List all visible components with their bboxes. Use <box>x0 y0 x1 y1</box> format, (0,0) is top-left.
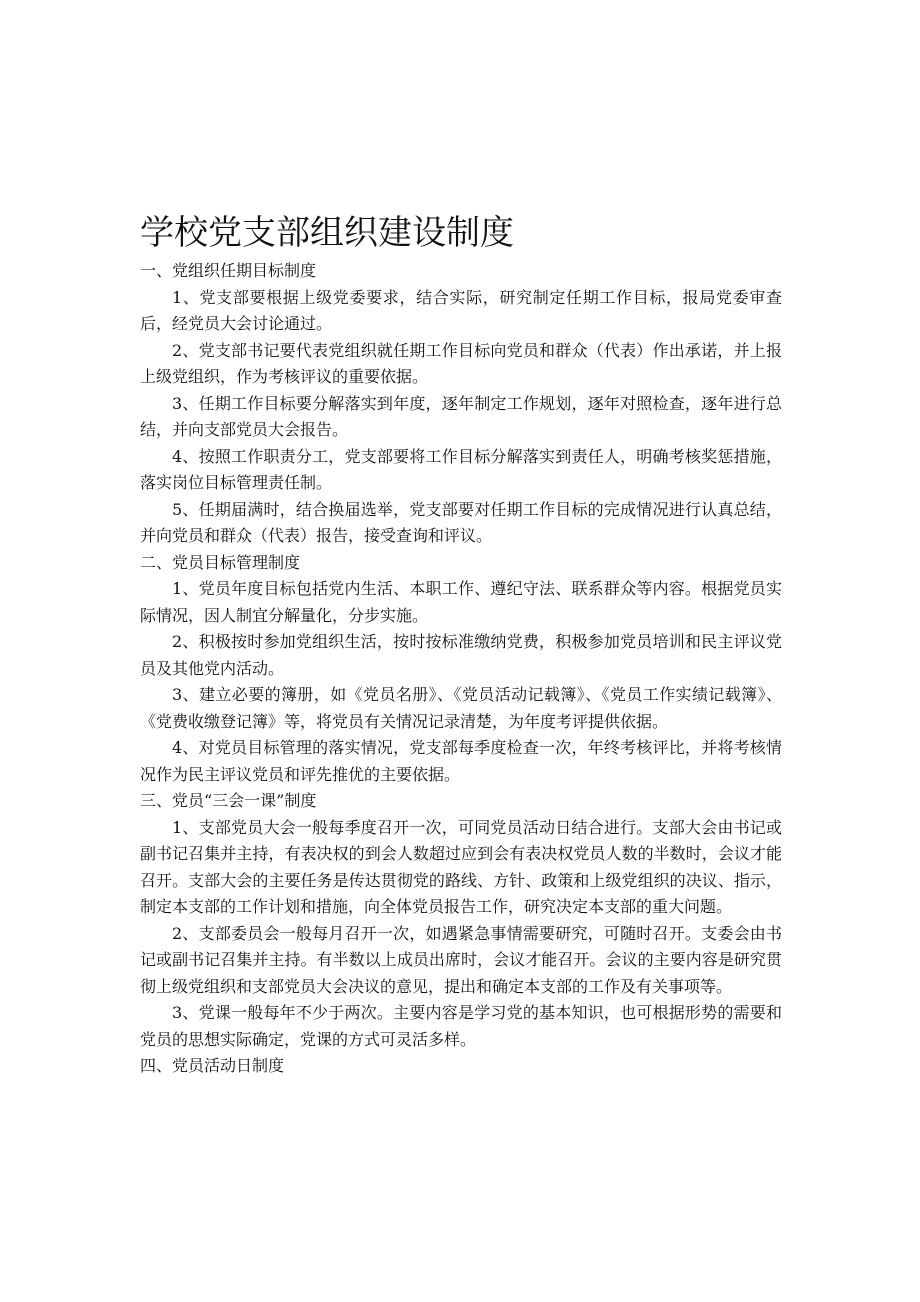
section-paragraph: 2、党支部书记要代表党组织就任期工作目标向党员和群众（代表）作出承诺，并上报上级党组织，作为考核评议的重要依据。 <box>140 340 782 386</box>
section-heading: 三、党员“三会一课”制度 <box>140 791 317 810</box>
section-paragraph: 5、任期届满时，结合换届选举，党支部要对任期工作目标的完成情况进行认真总结，并向党员和群众（代表）报告，接受查询和评议。 <box>140 499 782 545</box>
section-paragraph: 3、建立必要的簿册，如《党员名册》、《党员活动记载簿》、《党员工作实绩记载簿》、《党费收缴登记簿》等，将党员有关情况记录清楚，为年度考评提供依据。 <box>140 685 782 731</box>
section-paragraph: 3、党课一般每年不少于两次。主要内容是学习党的基本知识，也可根据形势的需要和党员的思想实际确定，党课的方式可灵活多样。 <box>140 1003 782 1049</box>
section-heading: 四、党员活动日制度 <box>140 1056 285 1075</box>
section-term-goals <box>140 258 782 550</box>
section-paragraph: 2、支部委员会一般每月召开一次，如遇紧急事情需要研究，可随时召开。支委会由书记或副书记召集并主持。有半数以上成员出席时，会议才能召开。会议的主要内容是研究贯彻上级党组织和支部党员大会决议的意见，提出和确定本支部的工作及有关事项等。 <box>140 923 782 996</box>
section-paragraph: 4、按照工作职责分工，党支部要将工作目标分解落实到责任人，明确考核奖惩措施，落实岗位目标管理责任制。 <box>140 446 782 492</box>
section-three-meetings-one-lesson <box>140 788 782 1053</box>
document-body <box>140 208 782 1080</box>
section-member-goal-management <box>140 550 782 789</box>
section-paragraph: 1、支部党员大会一般每季度召开一次，可同党员活动日结合进行。支部大会由书记或副书记召集并主持，有表决权的到会人数超过应到会有表决权党员人数的半数时，会议才能召开。支部大会的主要任务是传达贯彻党的路线、方针、政策和上级党组织的决议、指示，制定本支部的工作计划和措施，向全体党员报告工作，研究决定本支部的重大问题。 <box>140 817 782 916</box>
section-heading: 二、党员目标管理制度 <box>140 552 301 572</box>
section-paragraph: 1、党支部要根据上级党委要求，结合实际，研究制定任期工作目标，报局党委审查后，经党员大会讨论通过。 <box>140 287 782 333</box>
section-paragraph: 3、任期工作目标要分解落实到年度，逐年制定工作规划，逐年对照检查，逐年进行总结，并向支部党员大会报告。 <box>140 393 782 439</box>
document-title: 学校党支部组织建设制度 <box>140 213 514 253</box>
section-paragraph: 2、积极按时参加党组织生活，按时按标准缴纳党费，积极参加党员培训和民主评议党员及其他党内活动。 <box>140 632 782 678</box>
section-paragraph: 4、对党员目标管理的落实情况，党支部每季度检查一次，年终考核评比，并将考核情况作为民主评议党员和评先推优的主要依据。 <box>140 738 782 784</box>
section-member-activity-day <box>140 1053 782 1080</box>
section-paragraph: 1、党员年度目标包括党内生活、本职工作、遵纪守法、联系群众等内容。根据党员实际情况，因人制宜分解量化，分步实施。 <box>140 579 782 625</box>
section-heading: 一、党组织任期目标制度 <box>140 261 317 280</box>
